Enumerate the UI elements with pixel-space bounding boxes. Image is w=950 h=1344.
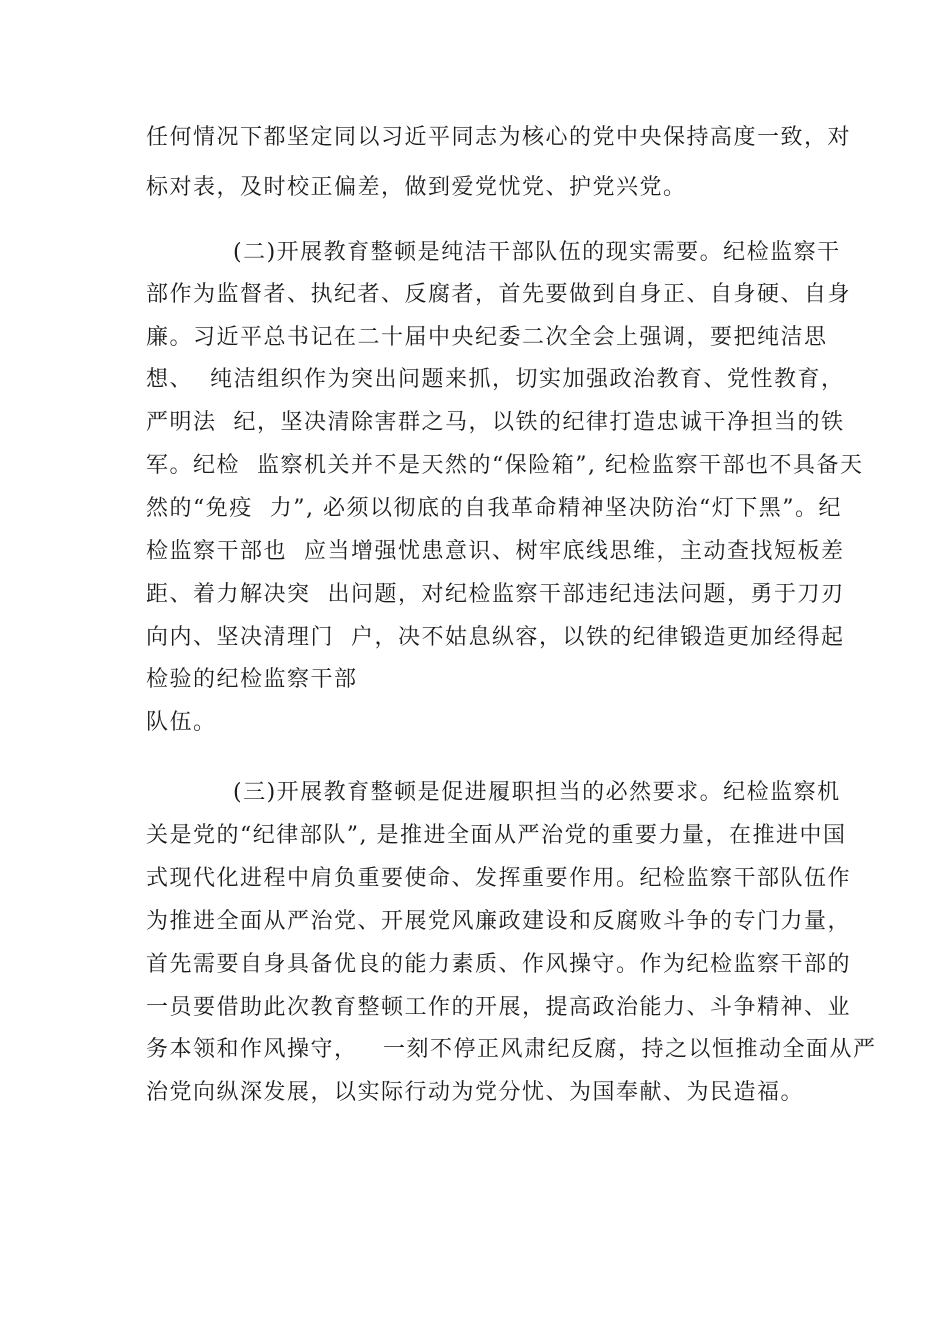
section-heading-line: (二)开展教育整顿是纯洁干部队伍的现实需要。纪检监察干 xyxy=(233,240,841,265)
text-line: 严明法 纪，坚决清除害群之马，以铁的纪律打造忠诚干净担当的铁 xyxy=(146,410,845,435)
text-line: 想、 纯洁组织作为突出问题来抓，切实加强政治教育、党性教育， xyxy=(146,367,845,392)
text-line: 检监察干部也 应当增强忧患意识、树牢底线思维，主动查找短板差 xyxy=(146,539,845,564)
text-line: 队伍。 xyxy=(146,710,217,735)
text-line: 首先需要自身具备优良的能力素质、作风操守。作为纪检监察干部的 xyxy=(146,952,852,977)
text-line: 任何情况下都坚定同以习近平同志为核心的党中央保持高度一致，对 xyxy=(146,125,852,150)
text-line: 务本领和作风操守， 一刻不停正风肃纪反腐，持之以恒推动全面从严 xyxy=(146,1037,877,1062)
text-line: 治党向纵深发展，以实际行动为党分忧、为国奉献、为民造福。 xyxy=(146,1080,805,1105)
text-line: 向内、坚决清理门 户，决不姑息纵容，以铁的纪律锻造更加经得起 xyxy=(146,625,845,650)
text-line: 标对表，及时校正偏差，做到爱党忧党、护党兴党。 xyxy=(146,175,687,200)
text-line: 式现代化进程中肩负重要使命、发挥重要作用。纪检监察干部队伍作 xyxy=(146,866,852,891)
text-line: 部作为监督者、执纪者、反腐者，首先要做到自身正、自身硬、自身 xyxy=(146,282,852,307)
text-line: 检验的纪检监察干部 xyxy=(146,667,358,692)
text-line: 一员要借助此次教育整顿工作的开展，提高政治能力、斗争精神、业 xyxy=(146,995,852,1020)
text-line: 为推进全面从严治党、开展党风廉政建设和反腐败斗争的专门力量， xyxy=(146,909,852,934)
text-line: 距、着力解决突 出问题，对纪检监察干部违纪违法问题，勇于刀刃 xyxy=(146,582,845,607)
text-line: 然的“免疫 力”, 必须以彻底的自我革命精神坚决防治“灯下黑”。纪 xyxy=(146,496,842,521)
text-line: 廉。习近平总书记在二十届中央纪委二次全会上强调，要把纯洁思 xyxy=(146,325,828,350)
text-line: 军。纪检 监察机关并不是天然的“保险箱”, 纪检监察干部也不具备天 xyxy=(146,453,864,478)
text-line: 关是党的“纪律部队”, 是推进全面从严治党的重要力量，在推进中国 xyxy=(146,823,847,848)
section-heading-line: (三)开展教育整顿是促进履职担当的必然要求。纪检监察机 xyxy=(233,780,841,805)
